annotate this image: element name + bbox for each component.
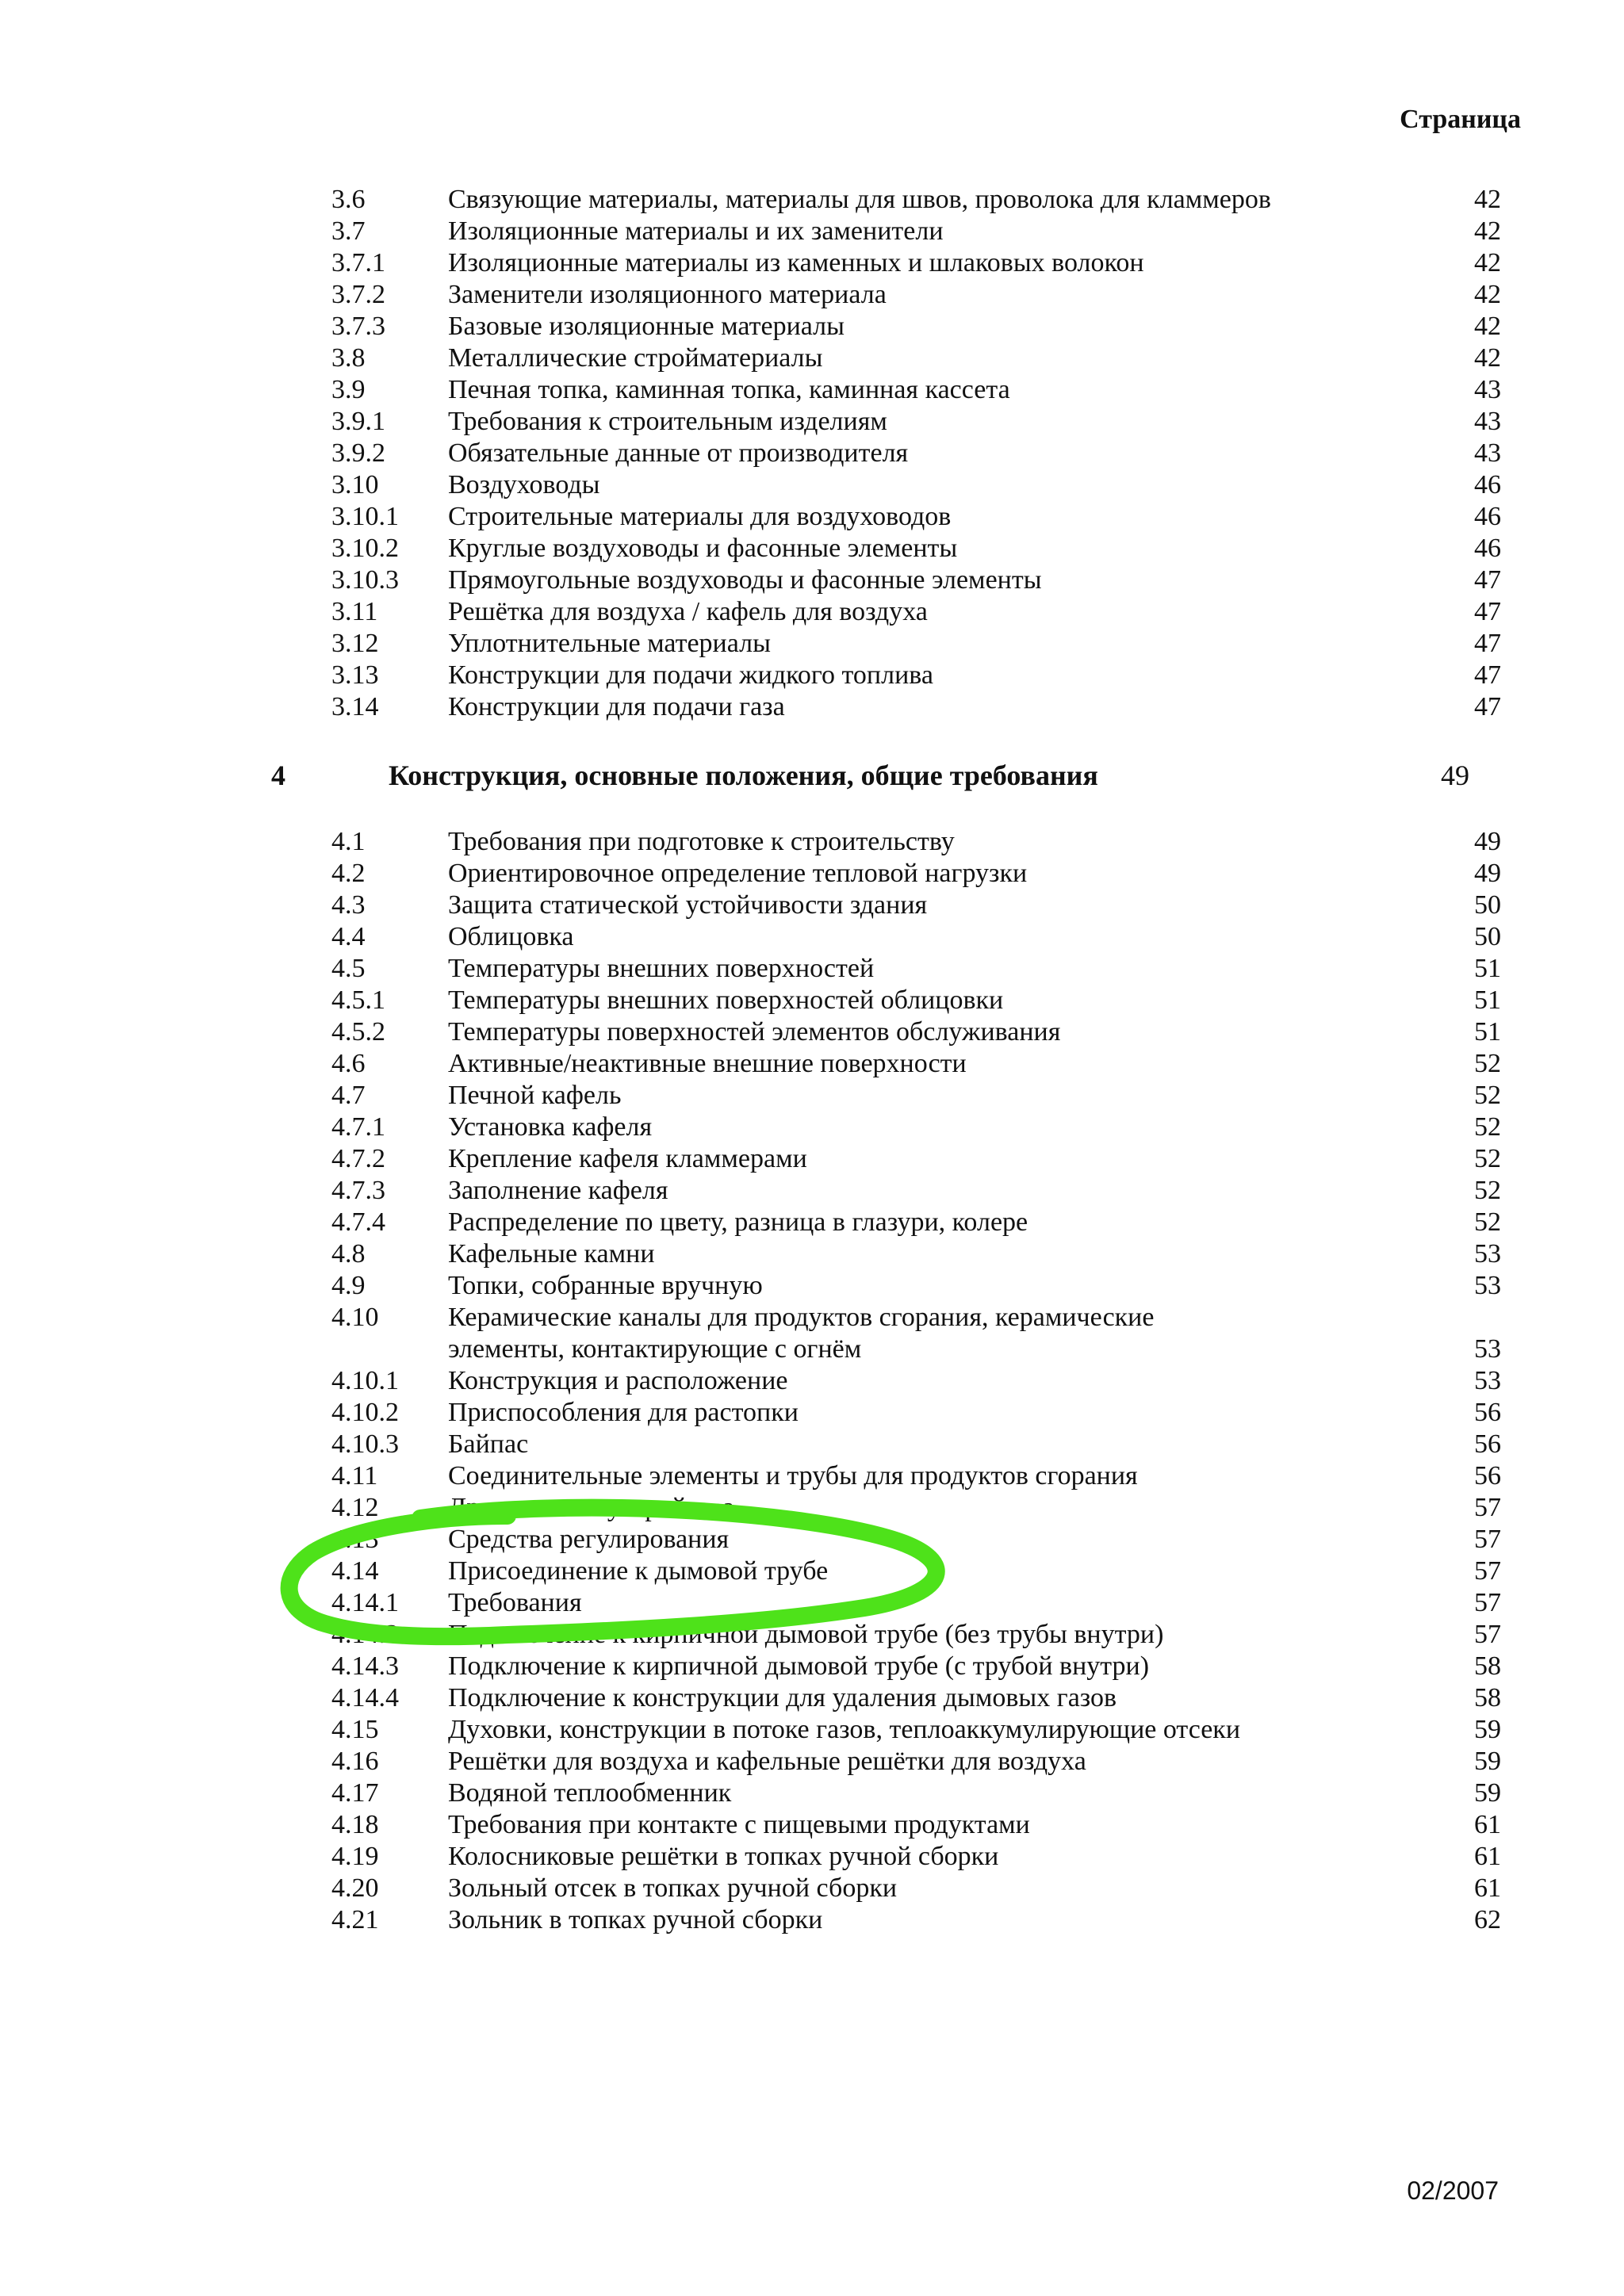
toc-entry-page: 59 [1474, 1778, 1501, 1808]
toc-entry-page: 62 [1474, 1905, 1501, 1934]
footer-date: 02/2007 [1407, 2176, 1499, 2205]
toc-entry [0, 826, 1624, 858]
toc-entry-title: Топки, собранные вручную [448, 1271, 763, 1300]
toc-entry-number: 4.10.2 [331, 1398, 399, 1427]
toc-entry [0, 1175, 1624, 1207]
toc-entry-title: Установка кафеля [448, 1112, 653, 1142]
toc-entry-number: 4.4 [331, 922, 366, 951]
toc-entry-title: Водяной теплообменник [448, 1778, 732, 1808]
toc-entry-page: 47 [1474, 597, 1501, 626]
toc-entry-title: Средства регулирования [448, 1525, 730, 1554]
toc-entry-number: 3.10.2 [331, 534, 399, 563]
toc-entry-number: 4.1 [331, 827, 366, 856]
toc-entry-page: 56 [1474, 1429, 1501, 1459]
toc-entry-page: 46 [1474, 534, 1501, 563]
toc-entry-title: Активные/неактивные внешние поверхности [448, 1049, 967, 1078]
toc-entry [0, 858, 1624, 890]
toc-entry-title: Заполнение кафеля [448, 1176, 668, 1205]
toc-entry [0, 628, 1624, 660]
toc-entry [0, 596, 1624, 628]
toc-entry-number: 4.7.1 [331, 1112, 385, 1142]
toc-entry [0, 1016, 1624, 1048]
toc-entry-number: 4.8 [331, 1239, 366, 1269]
toc-entry-title: элементы, контактирующие с огнём [448, 1334, 862, 1364]
toc-entry-page: 52 [1474, 1081, 1501, 1110]
toc-entry [0, 985, 1624, 1016]
toc-entry-number: 3.10 [331, 470, 379, 499]
toc-entry-number: 4.7 [331, 1081, 366, 1110]
toc-entry-number: 4.14.2 [331, 1620, 399, 1649]
toc-entry-page: 52 [1474, 1144, 1501, 1173]
toc-entry-page: 52 [1474, 1049, 1501, 1078]
toc-entry-number: 3.9.1 [331, 407, 385, 436]
chapter-number: 4 [271, 760, 285, 791]
toc-entry-number: 4.15 [331, 1715, 379, 1744]
toc-entry-title: Подключение к конструкции для удаления дымовых газов [448, 1683, 1117, 1712]
toc-entry-title: Требования [448, 1588, 582, 1617]
toc-entry-page: 52 [1474, 1207, 1501, 1237]
toc-entry-number: 4.16 [331, 1747, 379, 1776]
toc-entry [0, 438, 1624, 469]
toc-entry-page: 58 [1474, 1683, 1501, 1712]
toc-entry-page: 56 [1474, 1398, 1501, 1427]
toc-entry-number: 4.17 [331, 1778, 379, 1808]
toc-entry [0, 953, 1624, 985]
page-column-header: Страница [1400, 105, 1521, 134]
toc-entry-page: 53 [1474, 1271, 1501, 1300]
toc-entry-number: 4.11 [331, 1461, 378, 1490]
toc-entry-title: Облицовка [448, 922, 574, 951]
toc-entry-title: Конструкции для подачи газа [448, 692, 785, 721]
toc-entry-page: 47 [1474, 692, 1501, 721]
toc-entry-title: Подключение к кирпичной дымовой трубе (без трубы внутри) [448, 1620, 1164, 1649]
toc-entry-page: 59 [1474, 1715, 1501, 1744]
toc-entry-number: 4.7.4 [331, 1207, 385, 1237]
toc-entry-title: Колосниковые решётки в топках ручной сборки [448, 1842, 999, 1871]
toc-entry [0, 1556, 1624, 1587]
toc-entry [0, 216, 1624, 247]
toc-entry-title: Металлические стройматериалы [448, 343, 823, 373]
toc-entry-number: 4.9 [331, 1271, 366, 1300]
toc-entry-title: Зольный отсек в топках ручной сборки [448, 1873, 898, 1903]
toc-entry-page: 42 [1474, 185, 1501, 214]
chapter-page: 49 [1441, 760, 1469, 791]
toc-entry [0, 1746, 1624, 1777]
toc-entry-page: 47 [1474, 565, 1501, 595]
toc-entry-page: 42 [1474, 312, 1501, 341]
toc-entry-page: 52 [1474, 1112, 1501, 1142]
toc-entry-page: 50 [1474, 922, 1501, 951]
toc-entry-number: 4.10 [331, 1303, 379, 1332]
toc-entry [0, 1873, 1624, 1904]
toc-entry-page: 51 [1474, 1017, 1501, 1047]
toc-entry-number: 4.21 [331, 1905, 379, 1934]
toc-entry-page: 49 [1474, 859, 1501, 888]
toc-entry-number: 3.7.3 [331, 312, 385, 341]
toc-entry [0, 1238, 1624, 1270]
toc-entry [0, 279, 1624, 311]
toc-entry-page: 57 [1474, 1620, 1501, 1649]
toc-entry-title: Обязательные данные от производителя [448, 438, 909, 468]
toc-entry [0, 501, 1624, 533]
toc-entry-number: 4.20 [331, 1873, 379, 1903]
toc-entry-title: Базовые изоляционные материалы [448, 312, 845, 341]
toc-entry-page: 57 [1474, 1525, 1501, 1554]
toc-entry-title: Решётка для воздуха / кафель для воздуха [448, 597, 928, 626]
toc-entry-title: Приспособления для растопки [448, 1398, 799, 1427]
toc-entry [0, 1397, 1624, 1429]
toc-entry-title: Соединительные элементы и трубы для продуктов сгорания [448, 1461, 1138, 1490]
toc-entry [0, 1429, 1624, 1460]
toc-entry [0, 247, 1624, 279]
toc-entry-title: Распределение по цвету, разница в глазури, колере [448, 1207, 1028, 1237]
toc-entry-page: 56 [1474, 1461, 1501, 1490]
toc-entry-number: 3.6 [331, 185, 366, 214]
toc-entry-page: 58 [1474, 1651, 1501, 1681]
chapter-heading [0, 756, 1624, 794]
toc-entry [0, 564, 1624, 596]
toc-entry-number: 3.10.1 [331, 502, 399, 531]
toc-entry-page: 42 [1474, 248, 1501, 277]
toc-entry-number: 4.14.1 [331, 1588, 399, 1617]
toc-entry-title: Требования при подготовке к строительству [448, 827, 955, 856]
toc-entry-number: 3.10.3 [331, 565, 399, 595]
toc-entry-page: 49 [1474, 827, 1501, 856]
toc-entry-title: Требования при контакте с пищевыми продуктами [448, 1810, 1030, 1839]
toc-entry-number: 4.5.1 [331, 985, 385, 1015]
toc-entry [0, 1777, 1624, 1809]
toc-entry-page: 53 [1474, 1366, 1501, 1395]
toc-entry-number: 4.14.4 [331, 1683, 399, 1712]
toc-entry-number: 4.2 [331, 859, 366, 888]
toc-entry-title: Уплотнительные материалы [448, 629, 771, 658]
toc-entry-page: 61 [1474, 1810, 1501, 1839]
toc-entry-page: 61 [1474, 1873, 1501, 1903]
toc-entry-title: Связующие материалы, материалы для швов, проволока для кламмеров [448, 185, 1271, 214]
toc-entry-number: 3.11 [331, 597, 378, 626]
toc-entry [0, 374, 1624, 406]
toc-entry [0, 406, 1624, 438]
toc-entry-page: 59 [1474, 1747, 1501, 1776]
toc-entry [0, 890, 1624, 921]
toc-entry-title: Духовки, конструкции в потоке газов, теплоаккумулирующие отсеки [448, 1715, 1241, 1744]
toc-entry [0, 691, 1624, 723]
toc-entry-number: 4.5.2 [331, 1017, 385, 1047]
toc-entry-number: 3.12 [331, 629, 379, 658]
toc-entry-title: Решётки для воздуха и кафельные решётки для воздуха [448, 1747, 1086, 1776]
toc-entry-title: Печная топка, каминная топка, каминная кассета [448, 375, 1010, 404]
toc-entry [0, 921, 1624, 953]
toc-entry [0, 1365, 1624, 1397]
toc-entry-page: 42 [1474, 280, 1501, 309]
toc-entry [0, 1587, 1624, 1619]
toc-entry-title: Круглые воздуховоды и фасонные элементы [448, 534, 958, 563]
toc-entry-title: Воздуховоды [448, 470, 600, 499]
toc-entry-title: Конструкция и расположение [448, 1366, 788, 1395]
toc-entry [0, 1619, 1624, 1651]
toc-entry [0, 1302, 1624, 1334]
toc-entry [0, 311, 1624, 342]
toc-entry [0, 1492, 1624, 1524]
toc-entry-page: 47 [1474, 660, 1501, 690]
toc-entry-number: 3.7.2 [331, 280, 385, 309]
toc-entry [0, 1651, 1624, 1682]
toc-entry-title: Конструкции для подачи жидкого топлива [448, 660, 933, 690]
toc-entry-page: 43 [1474, 375, 1501, 404]
toc-entry-page: 51 [1474, 954, 1501, 983]
toc-entry [0, 1841, 1624, 1873]
toc-entry [0, 1809, 1624, 1841]
toc-entry-title: Изоляционные материалы из каменных и шлаковых волокон [448, 248, 1144, 277]
toc-entry [0, 1460, 1624, 1492]
toc-entry [0, 1714, 1624, 1746]
toc-entry-title: Изоляционные материалы и их заменители [448, 216, 944, 246]
toc-entry-number: 4.19 [331, 1842, 379, 1871]
toc-entry [0, 184, 1624, 216]
toc-entry [0, 469, 1624, 501]
toc-entry-title: Заменители изоляционного материала [448, 280, 887, 309]
toc-entry-page: 42 [1474, 216, 1501, 246]
toc-entry-title: Ориентировочное определение тепловой нагрузки [448, 859, 1028, 888]
toc-entry-title: Присоединение к дымовой трубе [448, 1556, 829, 1586]
toc-entry-title: Зольник в топках ручной сборки [448, 1905, 823, 1934]
toc-entry-page: 46 [1474, 502, 1501, 531]
toc-entry-number: 4.12 [331, 1493, 379, 1522]
toc-entry-number: 4.7.2 [331, 1144, 385, 1173]
toc-entry-title: Крепление кафеля кламмерами [448, 1144, 807, 1173]
toc-entry-number: 4.14.3 [331, 1651, 399, 1681]
toc-entry-title: Печной кафель [448, 1081, 622, 1110]
toc-entry-page: 47 [1474, 629, 1501, 658]
toc-entry [0, 342, 1624, 374]
toc-entry-number: 4.6 [331, 1049, 366, 1078]
toc-entry-page: 46 [1474, 470, 1501, 499]
toc-entry-page: 52 [1474, 1176, 1501, 1205]
toc-entry-title: Прямоугольные воздуховоды и фасонные элементы [448, 565, 1042, 595]
toc-entry-page: 42 [1474, 343, 1501, 373]
toc-entry [0, 1207, 1624, 1238]
toc-entry-page: 53 [1474, 1239, 1501, 1269]
toc-entry-title: Байпас [448, 1429, 529, 1459]
toc-entry-number: 4.14 [331, 1556, 379, 1586]
toc-entry-title: Требования к строительным изделиям [448, 407, 887, 436]
toc-entry-number: 4.3 [331, 890, 366, 920]
toc-entry [0, 1682, 1624, 1714]
toc-entry [0, 1904, 1624, 1936]
toc-entry-title: Подключение к кирпичной дымовой трубе (с трубой внутри) [448, 1651, 1150, 1681]
toc-entry-number: 3.13 [331, 660, 379, 690]
toc-entry-title: Температуры внешних поверхностей [448, 954, 875, 983]
toc-entry-title: Строительные материалы для воздуховодов [448, 502, 952, 531]
toc-entry-page: 57 [1474, 1588, 1501, 1617]
toc-entry-title: Дроссельные устройства [448, 1493, 735, 1522]
toc-entry [0, 1270, 1624, 1302]
toc-entry-page: 57 [1474, 1493, 1501, 1522]
toc-entry-number: 4.18 [331, 1810, 379, 1839]
toc-entry-page: 57 [1474, 1556, 1501, 1586]
toc-entry-title: Кафельные камни [448, 1239, 655, 1269]
toc-entry-title: Керамические каналы для продуктов сгорания, керамические [448, 1303, 1155, 1332]
toc-entry-number: 3.7.1 [331, 248, 385, 277]
toc-entry-number: 3.14 [331, 692, 379, 721]
toc-entry-number: 4.13 [331, 1525, 379, 1554]
toc-entry-number: 3.7 [331, 216, 366, 246]
chapter-title: Конструкция, основные положения, общие требования [389, 760, 1098, 791]
toc-entry-number: 4.10.1 [331, 1366, 399, 1395]
toc-entry-number: 3.8 [331, 343, 366, 373]
toc-entry-title: Температуры внешних поверхностей облицовки [448, 985, 1004, 1015]
toc-entry [0, 1112, 1624, 1143]
toc-entry [0, 660, 1624, 691]
toc-entry [0, 1080, 1624, 1112]
toc-entry-page: 61 [1474, 1842, 1501, 1871]
toc-entry-number: 4.10.3 [331, 1429, 399, 1459]
toc-entry [0, 1143, 1624, 1175]
toc-entry-continuation [0, 1334, 1624, 1365]
toc-entry-page: 43 [1474, 438, 1501, 468]
toc-entry-title: Температуры поверхностей элементов обслуживания [448, 1017, 1061, 1047]
toc-entry-page: 43 [1474, 407, 1501, 436]
toc-entry-page: 51 [1474, 985, 1501, 1015]
toc-entry-number: 4.5 [331, 954, 366, 983]
toc-entry-number: 3.9 [331, 375, 366, 404]
toc-entry-title: Защита статической устойчивости здания [448, 890, 928, 920]
toc-entry-number: 4.7.3 [331, 1176, 385, 1205]
toc-entry-number: 3.9.2 [331, 438, 385, 468]
toc-entry [0, 1524, 1624, 1556]
toc-entry [0, 1048, 1624, 1080]
toc-entry [0, 533, 1624, 564]
toc-entry-page: 53 [1474, 1334, 1501, 1364]
toc-entry-page: 50 [1474, 890, 1501, 920]
